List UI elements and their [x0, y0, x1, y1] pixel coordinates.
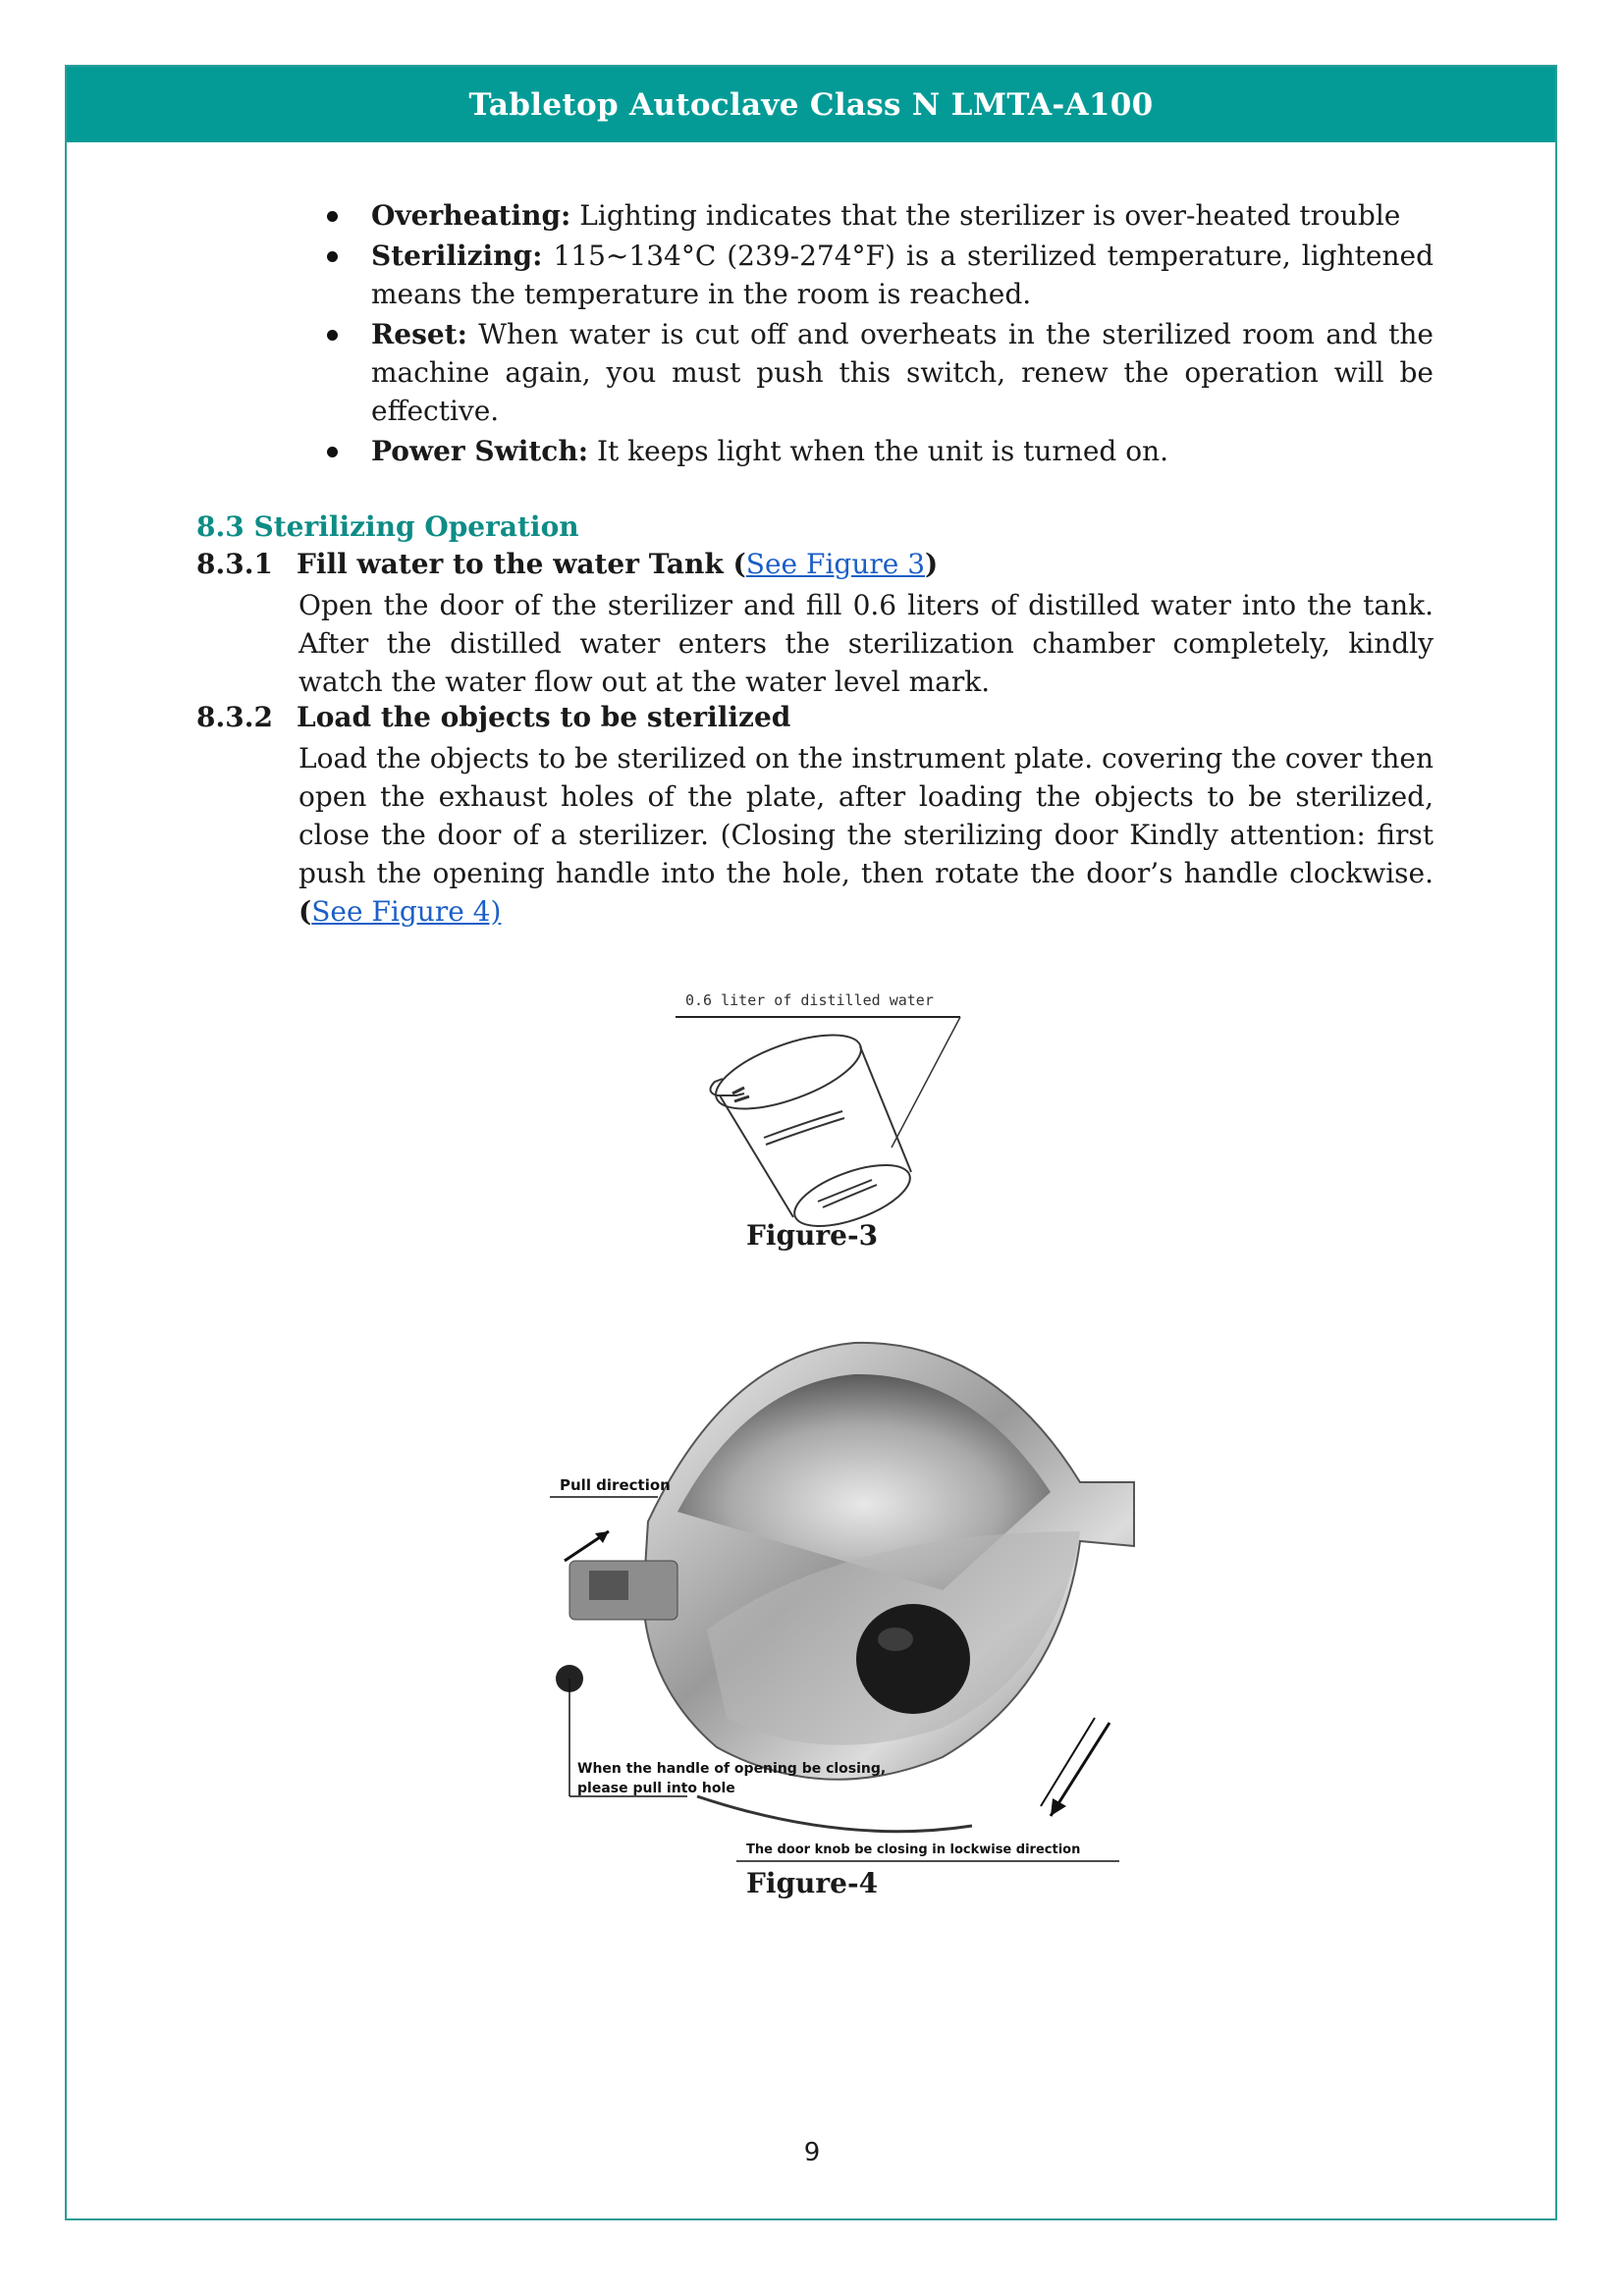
beaker-illustration [676, 986, 980, 1251]
list-item [320, 432, 1434, 470]
paren: ( [298, 895, 312, 928]
subsection-body-8-3-2 [298, 739, 1434, 931]
pull-direction-label: Pull direction [560, 1476, 671, 1494]
subsection-title: Fill water to the water Tank ( [297, 548, 746, 580]
bullet-icon [327, 330, 338, 341]
subsection-title: Load the objects to be sterilized [297, 701, 791, 733]
see-figure-3-link[interactable]: See Figure 3 [745, 548, 926, 580]
subsection-number: 8.3.1 [196, 548, 273, 580]
section-heading [196, 510, 579, 543]
figure3-caption: Figure-3 [745, 1219, 879, 1252]
see-figure-4-link[interactable]: See Figure 4) [311, 895, 502, 928]
list-item [320, 315, 1434, 430]
subsection-number: 8.3.2 [196, 701, 273, 733]
header-title: Tabletop Autoclave Class N LMTA-A100 [468, 86, 1154, 123]
bullet-icon [327, 251, 338, 262]
knob-direction-label: The door knob be closing in lockwise direction [746, 1842, 1081, 1857]
subsection-title-end: ) [925, 548, 939, 580]
subsection-body-8-3-1: Open the door of the sterilizer and fill 0.6 liters of distilled water into the tank. After the distilled water enters the sterilization chamber completely, kindly watch the water flow out at the water level mark. [298, 589, 1434, 698]
list-item [320, 196, 1434, 235]
figure3-label: 0.6 liter of distilled water [685, 991, 934, 1009]
list-item-term: Overheating: [371, 199, 571, 232]
list-item-text: When water is cut off and overheats in the sterilized room and the machine again, you must push this switch, renew the operation will be effective. [371, 318, 1434, 427]
list-item-text: 115~134°C (239-274°F) is a sterilized temperature, lightened means the temperature in the room is reached. [371, 240, 1434, 310]
list-item [320, 237, 1434, 313]
list-item-term: Power Switch: [371, 435, 589, 467]
section-title: Sterilizing Operation [253, 510, 579, 543]
list-item-term: Sterilizing: [371, 240, 543, 272]
list-item-term: Reset: [371, 318, 467, 350]
bullet-icon [327, 447, 338, 457]
section-number: 8.3 [196, 510, 244, 543]
indicator-list [320, 196, 1434, 472]
handle-label-line1: When the handle of opening be closing, [577, 1761, 887, 1777]
door-illustration [530, 1335, 1159, 1875]
figure4-caption: Figure-4 [745, 1867, 879, 1899]
page-header [67, 67, 1555, 142]
list-item-text: Lighting indicates that the sterilizer is over-heated trouble [570, 199, 1401, 232]
bullet-icon [327, 211, 338, 222]
page-number: 9 [803, 2138, 821, 2167]
list-item-text: It keeps light when the unit is turned on. [588, 435, 1169, 467]
subsection-heading-8-3-1 [196, 548, 938, 580]
body-text: Load the objects to be sterilized on the instrument plate. covering the cover then open the exhaust holes of the plate, after loading the objects to be sterilized, close the door of a sterilizer. (Closing the sterilizing door Kindly attention: first push the opening handle into the hole, then rotate the door’s handle clockwise. [298, 742, 1435, 889]
handle-label-line2: please pull into hole [577, 1781, 735, 1796]
subsection-heading-8-3-2 [196, 701, 790, 733]
